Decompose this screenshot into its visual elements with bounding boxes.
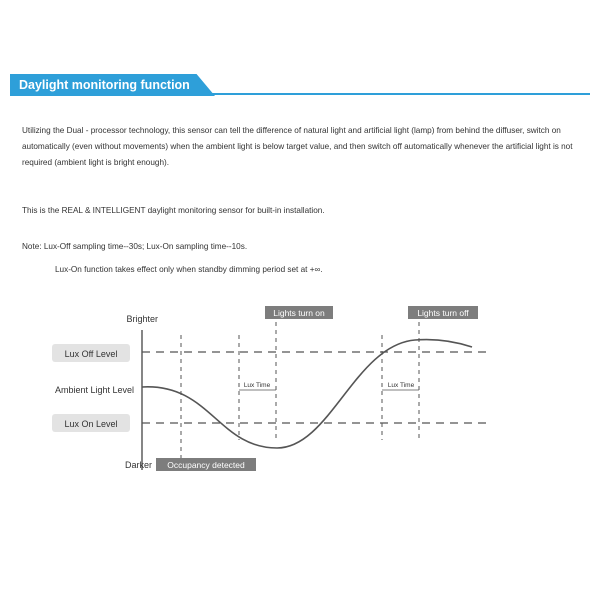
note-line-2: Lux-On function takes effect only when standby dimming period set at +∞.	[55, 265, 323, 274]
lights-off-label: Lights turn off	[417, 308, 469, 318]
ambient-light-curve	[142, 340, 472, 448]
brighter-label: Brighter	[126, 314, 158, 324]
section-title: Daylight monitoring function	[19, 78, 190, 92]
note-line-1: Note: Lux-Off sampling time--30s; Lux-On sampling time--10s.	[22, 242, 248, 251]
darker-label: Darker	[124, 460, 152, 470]
lux-time-label-2: Lux Time	[387, 382, 415, 389]
lights-on-label: Lights turn on	[273, 308, 325, 318]
sensor-description: This is the REAL & INTELLIGENT daylight monitoring sensor for built-in installation.	[22, 206, 325, 215]
ambient-light-label: Ambient Light Level	[54, 385, 134, 395]
lux-off-level-label: Lux Off Level	[64, 349, 118, 359]
lux-on-level-label: Lux On Level	[64, 419, 118, 429]
occupancy-label: Occupancy detected	[167, 460, 245, 470]
intro-paragraph: Utilizing the Dual - processor technology, this sensor can tell the difference of natural light and artificial light (lamp) from behind the diffuser, switch on automatically (even without movements) when the ambient light is below target value, and then switch off automatically whenever the artificial light is not required (ambient light is bright enough).	[22, 126, 573, 167]
lux-time-label-1: Lux Time	[243, 382, 271, 389]
